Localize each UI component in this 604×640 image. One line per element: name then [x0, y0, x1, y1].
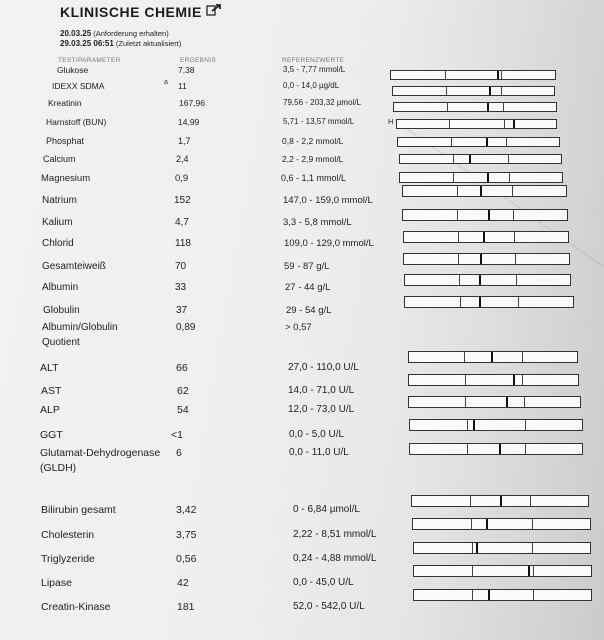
param-name-line2: Quotient	[42, 337, 80, 348]
param-name: ALT	[40, 361, 59, 374]
received-note: (Anforderung erhalten)	[93, 29, 169, 38]
range-bar-divider	[515, 254, 516, 264]
range-bar-divider	[533, 590, 534, 600]
range-bar-divider	[501, 71, 502, 79]
range-bar-divider	[472, 543, 473, 553]
result-value: 1,7	[178, 135, 191, 146]
param-name: Cholesterin	[41, 528, 95, 541]
result-value: 70	[175, 261, 187, 272]
range-bar-divider	[460, 297, 461, 307]
range-bar	[402, 209, 568, 221]
param-name: Globulin	[43, 305, 80, 316]
param-name: Creatin-Kinase	[41, 600, 111, 613]
param-name: Chlorid	[42, 238, 74, 249]
range-bar-divider	[503, 103, 504, 111]
range-bar-divider	[465, 397, 466, 407]
range-bar-divider	[464, 352, 465, 362]
reference-range: 52,0 - 542,0 U/L	[293, 600, 365, 612]
range-bar-divider	[451, 138, 452, 146]
param-name: Bilirubin gesamt	[41, 503, 116, 516]
result-marker	[479, 297, 481, 307]
result-value: 2,4	[176, 153, 189, 164]
range-bar-divider	[532, 519, 533, 529]
reference-range: 14,0 - 71,0 U/L	[288, 384, 355, 396]
result-marker	[513, 375, 515, 385]
param-name: Glukose	[57, 65, 89, 76]
param-name: Natrium	[42, 195, 78, 206]
range-bar	[413, 589, 592, 601]
range-bar-divider	[458, 232, 459, 242]
section-title: KLINISCHE CHEMIE	[60, 4, 202, 20]
result-value: 7,38	[178, 65, 195, 76]
result-value: 167,96	[179, 98, 205, 109]
range-bar-divider	[509, 173, 510, 182]
range-bar-divider	[513, 210, 514, 220]
range-bar-divider	[465, 375, 466, 385]
reference-range: 12,0 - 73,0 U/L	[288, 403, 355, 415]
result-value: 6	[176, 446, 182, 459]
reference-range: 3,5 - 7,77 mmol/L	[283, 65, 346, 75]
range-bar-divider	[467, 420, 468, 430]
range-bar-divider	[508, 155, 509, 163]
result-marker	[497, 71, 499, 79]
range-bar	[404, 296, 574, 308]
result-marker	[489, 87, 491, 95]
range-bar	[399, 172, 563, 183]
range-bar-divider	[472, 590, 473, 600]
range-bar-divider	[447, 103, 448, 111]
range-bar-divider	[459, 275, 460, 285]
range-bar	[404, 274, 571, 286]
range-bar	[408, 396, 581, 408]
reference-range: 0,0 - 11,0 U/L	[289, 446, 349, 458]
range-bar-divider	[501, 87, 502, 95]
result-value: 42	[177, 576, 189, 589]
header-ref: REFERENZWERTE	[282, 57, 345, 64]
reference-range: 147,0 - 159,0 mmol/L	[283, 195, 373, 206]
range-bar-divider	[532, 543, 533, 553]
reference-range: 0,0 - 14,0 µg/dL	[283, 81, 340, 91]
range-bar	[403, 231, 569, 243]
range-bar-divider	[530, 496, 531, 506]
param-name: Kreatinin	[48, 98, 82, 109]
result-marker	[480, 254, 482, 264]
result-marker	[483, 232, 485, 242]
range-bar-divider	[471, 519, 472, 529]
range-bar	[393, 102, 557, 112]
param-name: Kalium	[42, 217, 73, 228]
result-marker	[488, 590, 490, 600]
reference-range: 27 - 44 g/L	[285, 282, 331, 293]
updated-note: (Zuletzt aktualisiert)	[115, 39, 182, 48]
param-name: Magnesium	[41, 173, 91, 185]
result-value: 152	[174, 195, 191, 206]
param-name: Phosphat	[46, 135, 85, 146]
result-marker	[487, 173, 489, 182]
header-value: ERGEBNIS	[180, 57, 216, 64]
header-param: TEST/PARAMETER	[58, 57, 121, 64]
result-value: 181	[177, 600, 195, 613]
range-bar	[409, 419, 583, 431]
range-bar-divider	[458, 254, 459, 264]
range-bar-divider	[516, 275, 517, 285]
reference-range: 27,0 - 110,0 U/L	[288, 361, 359, 373]
updated-date-line	[60, 39, 181, 48]
param-name: IDEXX SDMA	[52, 81, 105, 92]
result-value: 0,56	[176, 552, 197, 565]
range-bar-divider	[522, 352, 523, 362]
range-bar	[408, 374, 579, 386]
result-value: 0,89	[176, 322, 196, 333]
result-value: 118	[175, 238, 191, 249]
param-name: Albumin/Globulin	[42, 322, 118, 333]
range-bar	[409, 443, 583, 455]
result-marker	[513, 120, 515, 128]
range-bar-divider	[525, 420, 526, 430]
received-date: 20.03.25	[60, 29, 92, 38]
param-name: Calcium	[43, 153, 76, 164]
result-value: 54	[177, 403, 189, 416]
param-name: Harnstoff (BUN)	[46, 117, 107, 128]
result-value: 0,9	[175, 173, 189, 185]
range-bar	[390, 70, 556, 80]
reference-range: 2,2 - 2,9 mmol/L	[282, 153, 344, 164]
param-name: Glutamat-Dehydrogenase	[40, 446, 161, 459]
range-bar-divider	[525, 444, 526, 454]
reference-range: 3,3 - 5,8 mmol/L	[283, 217, 352, 228]
range-bar	[403, 253, 570, 265]
result-value: 33	[175, 282, 187, 293]
range-bar-divider	[457, 210, 458, 220]
range-bar-divider	[524, 397, 525, 407]
range-bar-divider	[533, 566, 534, 576]
result-value: 66	[176, 361, 188, 374]
reference-range: 109,0 - 129,0 mmol/L	[284, 238, 374, 249]
reference-range: 0,8 - 2,2 mmol/L	[282, 135, 344, 146]
range-bar-divider	[506, 138, 507, 146]
range-bar-divider	[449, 120, 450, 128]
range-bar	[396, 119, 557, 129]
reference-range: 5,71 - 13,57 mmol/L	[283, 117, 355, 127]
reference-range: 0,0 - 5,0 U/L	[289, 428, 345, 440]
range-bar	[399, 154, 562, 164]
reference-range: 0,24 - 4,88 mmol/L	[293, 552, 377, 564]
range-bar-divider	[518, 297, 519, 307]
reference-range: 0 - 6,84 µmol/L	[293, 503, 360, 515]
result-marker	[506, 397, 508, 407]
result-marker	[499, 444, 501, 454]
range-bar-divider	[453, 173, 454, 182]
range-bar-divider	[445, 71, 446, 79]
updated-date: 29.03.25 06:51	[60, 39, 114, 48]
result-marker	[486, 519, 488, 529]
range-bar-divider	[522, 375, 523, 385]
param-name: Albumin	[42, 282, 79, 293]
reference-range: > 0,57	[285, 322, 312, 333]
result-value: <1	[171, 428, 183, 441]
param-name: Gesamteiweiß	[42, 261, 106, 272]
param-name: GGT	[40, 428, 63, 441]
reference-range: 2,22 - 8,51 mmol/L	[293, 528, 377, 540]
range-bar-divider	[504, 120, 505, 128]
footnote-marker: a	[164, 79, 168, 87]
range-bar	[413, 565, 592, 577]
reference-range: 0,6 - 1,1 mmol/L	[281, 173, 347, 184]
param-name: Triglyzeride	[41, 552, 95, 565]
result-value: 4,7	[175, 217, 189, 228]
param-name: ALP	[40, 403, 60, 416]
reference-range: 0,0 - 45,0 U/L	[293, 576, 354, 588]
param-name: Lipase	[41, 576, 72, 589]
result-value: 11	[178, 81, 187, 92]
result-value: 3,75	[176, 528, 197, 541]
result-marker	[476, 543, 478, 553]
result-marker	[486, 138, 488, 146]
range-bar-divider	[472, 566, 473, 576]
range-bar-divider	[453, 155, 454, 163]
reference-range: 79,56 - 203,32 µmol/L	[283, 98, 361, 108]
range-bar-divider	[470, 496, 471, 506]
range-bar	[397, 137, 560, 147]
result-value: 3,42	[176, 503, 197, 516]
result-marker	[488, 210, 490, 220]
result-value: 37	[176, 305, 188, 316]
param-name-line2: (GLDH)	[40, 462, 77, 475]
result-marker	[480, 186, 482, 196]
reference-range: 59 - 87 g/L	[284, 261, 330, 272]
range-bar	[413, 542, 591, 554]
range-bar-divider	[457, 186, 458, 196]
range-bar-divider	[446, 87, 447, 95]
result-marker	[473, 420, 475, 430]
result-marker	[500, 496, 502, 506]
range-bar-divider	[512, 186, 513, 196]
range-bar	[408, 351, 578, 363]
param-name: AST	[41, 384, 62, 397]
range-bar	[402, 185, 567, 197]
result-marker	[491, 352, 493, 362]
result-value: 62	[177, 384, 189, 397]
range-bar	[411, 495, 589, 507]
arrow-icon	[206, 3, 224, 17]
result-marker	[487, 103, 489, 111]
result-marker	[528, 566, 530, 576]
result-value: 14,99	[178, 117, 200, 128]
range-bar-divider	[514, 232, 515, 242]
received-date-line	[60, 29, 169, 38]
high-flag: H	[388, 117, 394, 127]
range-bar	[412, 518, 591, 530]
range-bar	[392, 86, 555, 96]
reference-range: 29 - 54 g/L	[286, 305, 332, 316]
range-bar-divider	[467, 444, 468, 454]
result-marker	[469, 155, 471, 163]
result-marker	[479, 275, 481, 285]
